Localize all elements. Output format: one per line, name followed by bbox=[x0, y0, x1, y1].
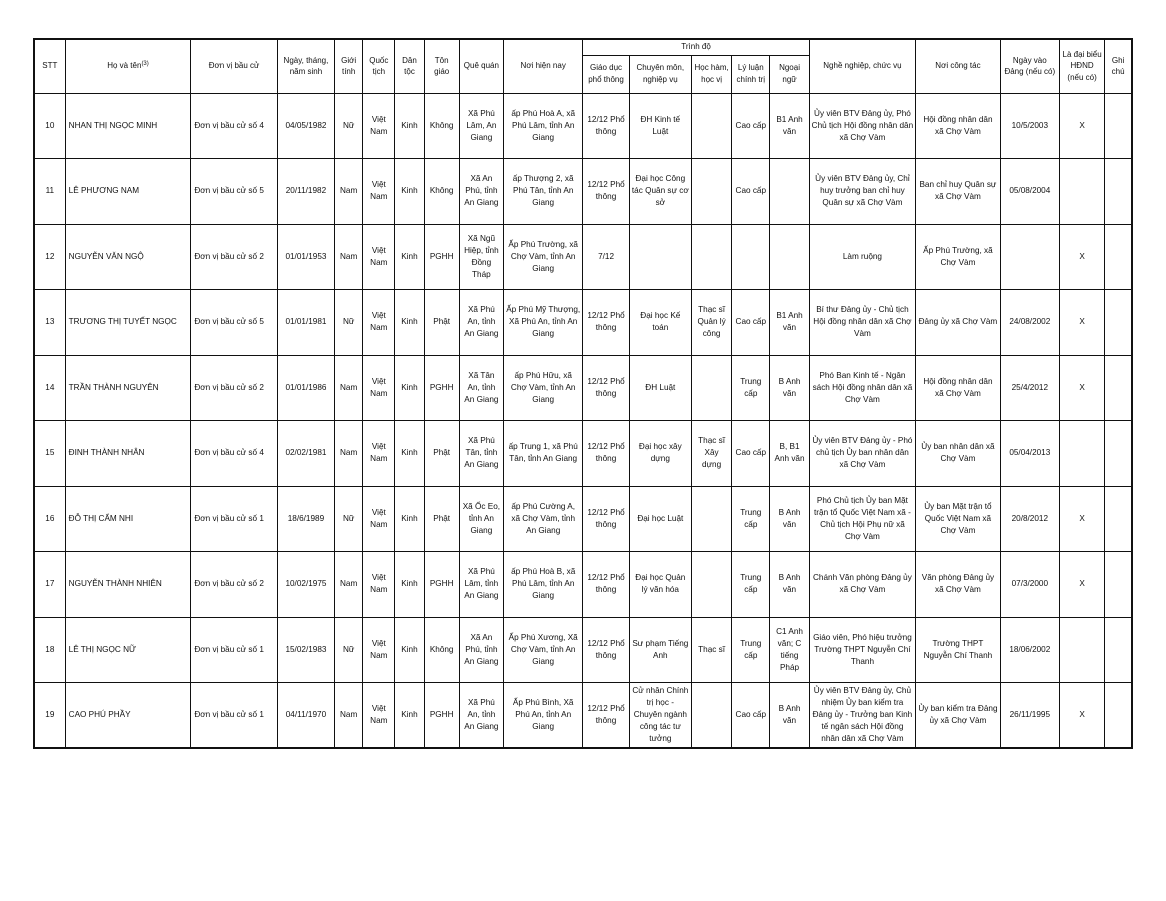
cell-dob: 20/11/1982 bbox=[277, 159, 334, 225]
cell-major: Cử nhân Chính trị học - Chuyên ngành công tác tư tưởng bbox=[629, 683, 691, 749]
header-residence: Nơi hiện nay bbox=[503, 39, 582, 93]
cell-gender: Nam bbox=[335, 159, 363, 225]
cell-residence: Ấp Phú Trường, xã Chợ Vàm, tỉnh An Giang bbox=[503, 224, 582, 290]
cell-council bbox=[1059, 421, 1104, 487]
cell-unit: Đơn vị bầu cử số 2 bbox=[191, 552, 277, 618]
header-dob: Ngày, tháng, năm sinh bbox=[277, 39, 334, 93]
cell-residence: ấp Phú Hữu, xã Chợ Vàm, tỉnh An Giang bbox=[503, 355, 582, 421]
cell-note bbox=[1105, 617, 1132, 683]
cell-nationality: Việt Nam bbox=[363, 93, 395, 159]
cell-gender: Nữ bbox=[335, 617, 363, 683]
cell-note bbox=[1105, 355, 1132, 421]
table-row bbox=[34, 355, 1132, 421]
cell-name: LÊ PHƯƠNG NAM bbox=[65, 159, 191, 225]
cell-gender: Nam bbox=[335, 421, 363, 487]
cell-general-edu: 12/12 Phổ thông bbox=[583, 93, 629, 159]
cell-workplace: Trường THPT Nguyễn Chí Thanh bbox=[916, 617, 1000, 683]
table-row bbox=[34, 290, 1132, 356]
cell-ethnicity: Kinh bbox=[395, 355, 424, 421]
cell-language: B Anh văn bbox=[770, 486, 809, 552]
cell-ethnicity: Kinh bbox=[395, 552, 424, 618]
cell-dob: 18/6/1989 bbox=[277, 486, 334, 552]
cell-degree: Thạc sĩ Xây dựng bbox=[691, 421, 731, 487]
cell-workplace: Ủy ban nhân dân xã Chợ Vàm bbox=[916, 421, 1000, 487]
cell-religion: Phật bbox=[424, 421, 459, 487]
cell-workplace: Ban chỉ huy Quân sự xã Chợ Vàm bbox=[916, 159, 1000, 225]
header-stt: STT bbox=[34, 39, 65, 93]
cell-council bbox=[1059, 159, 1104, 225]
cell-degree bbox=[691, 159, 731, 225]
cell-stt: 16 bbox=[34, 486, 65, 552]
cell-unit: Đơn vị bầu cử số 4 bbox=[191, 421, 277, 487]
cell-stt: 11 bbox=[34, 159, 65, 225]
cell-dob: 02/02/1981 bbox=[277, 421, 334, 487]
cell-politics: Trung cấp bbox=[732, 355, 770, 421]
cell-general-edu: 12/12 Phổ thông bbox=[583, 552, 629, 618]
cell-major: Đại học xây dựng bbox=[629, 421, 691, 487]
cell-occupation: Phó Chủ tịch Ủy ban Mặt trận tổ Quốc Việt Nam xã - Chủ tịch Hội Phụ nữ xã Chợ Vàm bbox=[809, 486, 916, 552]
cell-nationality: Việt Nam bbox=[363, 552, 395, 618]
cell-degree bbox=[691, 683, 731, 749]
cell-politics: Cao cấp bbox=[732, 159, 770, 225]
cell-occupation: Chánh Văn phòng Đảng ủy xã Chợ Vàm bbox=[809, 552, 916, 618]
cell-gender: Nữ bbox=[335, 486, 363, 552]
cell-note bbox=[1105, 224, 1132, 290]
table-row bbox=[34, 224, 1132, 290]
cell-unit: Đơn vị bầu cử số 5 bbox=[191, 290, 277, 356]
cell-politics: Cao cấp bbox=[732, 93, 770, 159]
cell-hometown: Xã Phú An, tỉnh An Giang bbox=[459, 683, 503, 749]
cell-general-edu: 12/12 Phổ thông bbox=[583, 159, 629, 225]
cell-hometown: Xã Tân An, tỉnh An Giang bbox=[459, 355, 503, 421]
header-politics: Lý luận chính trị bbox=[732, 55, 770, 93]
cell-religion: PGHH bbox=[424, 355, 459, 421]
cell-name: TRƯƠNG THỊ TUYẾT NGỌC bbox=[65, 290, 191, 356]
cell-ethnicity: Kinh bbox=[395, 224, 424, 290]
cell-occupation: Giáo viên, Phó hiệu trưởng Trường THPT Nguyễn Chí Thanh bbox=[809, 617, 916, 683]
cell-council: X bbox=[1059, 683, 1104, 749]
table-row bbox=[34, 159, 1132, 225]
cell-dob: 01/01/1986 bbox=[277, 355, 334, 421]
cell-residence: Ấp Phú Bình, Xã Phú An, tỉnh An Giang bbox=[503, 683, 582, 749]
cell-stt: 10 bbox=[34, 93, 65, 159]
cell-religion: Phật bbox=[424, 290, 459, 356]
cell-religion: Không bbox=[424, 159, 459, 225]
cell-politics: Trung cấp bbox=[732, 486, 770, 552]
header-note: Ghi chú bbox=[1105, 39, 1132, 93]
cell-ethnicity: Kinh bbox=[395, 93, 424, 159]
cell-unit: Đơn vị bầu cử số 1 bbox=[191, 617, 277, 683]
cell-stt: 15 bbox=[34, 421, 65, 487]
cell-hometown: Xã Phú Lâm, An Giang bbox=[459, 93, 503, 159]
cell-major bbox=[629, 224, 691, 290]
cell-language bbox=[770, 159, 809, 225]
cell-hometown: Xã Phú Tân, tỉnh An Giang bbox=[459, 421, 503, 487]
cell-residence: ấp Phú Cường A, xã Chợ Vàm, tỉnh An Giang bbox=[503, 486, 582, 552]
cell-name: ĐỖ THỊ CẨM NHI bbox=[65, 486, 191, 552]
cell-unit: Đơn vị bầu cử số 2 bbox=[191, 224, 277, 290]
cell-politics: Cao cấp bbox=[732, 421, 770, 487]
cell-gender: Nữ bbox=[335, 93, 363, 159]
cell-gender: Nam bbox=[335, 683, 363, 749]
cell-party-date bbox=[1000, 224, 1059, 290]
cell-council: X bbox=[1059, 486, 1104, 552]
header-hometown: Quê quán bbox=[459, 39, 503, 93]
table-row bbox=[34, 421, 1132, 487]
cell-nationality: Việt Nam bbox=[363, 486, 395, 552]
cell-major: Đại học Luật bbox=[629, 486, 691, 552]
cell-residence: ấp Phú Hoà B, xã Phú Lâm, tỉnh An Giang bbox=[503, 552, 582, 618]
cell-degree bbox=[691, 355, 731, 421]
cell-workplace: Hội đồng nhân dân xã Chợ Vàm bbox=[916, 93, 1000, 159]
cell-language: B, B1 Anh văn bbox=[770, 421, 809, 487]
cell-language: B1 Anh văn bbox=[770, 93, 809, 159]
cell-stt: 19 bbox=[34, 683, 65, 749]
cell-major: Sư phạm Tiếng Anh bbox=[629, 617, 691, 683]
table-row bbox=[34, 683, 1132, 749]
cell-ethnicity: Kinh bbox=[395, 617, 424, 683]
cell-religion: Không bbox=[424, 617, 459, 683]
header-education-group: Trình độ bbox=[583, 39, 809, 55]
cell-name: NGUYỄN THÀNH NHIÊN bbox=[65, 552, 191, 618]
cell-ethnicity: Kinh bbox=[395, 421, 424, 487]
cell-nationality: Việt Nam bbox=[363, 290, 395, 356]
cell-occupation: Phó Ban Kinh tế - Ngân sách Hội đồng nhân dân xã Chợ Vàm bbox=[809, 355, 916, 421]
cell-workplace: Đảng ủy xã Chợ Vàm bbox=[916, 290, 1000, 356]
cell-language: C1 Anh văn; C tiếng Pháp bbox=[770, 617, 809, 683]
cell-ethnicity: Kinh bbox=[395, 683, 424, 749]
table-body bbox=[34, 93, 1132, 748]
table-row bbox=[34, 617, 1132, 683]
cell-hometown: Xã Ốc Eo, tỉnh An Giang bbox=[459, 486, 503, 552]
header-occupation: Nghề nghiệp, chức vụ bbox=[809, 39, 916, 93]
cell-party-date: 10/5/2003 bbox=[1000, 93, 1059, 159]
cell-general-edu: 12/12 Phổ thông bbox=[583, 421, 629, 487]
cell-major: Đại học Kế toán bbox=[629, 290, 691, 356]
table-row bbox=[34, 486, 1132, 552]
header-council: Là đại biểu HĐND (nếu có) bbox=[1059, 39, 1104, 93]
cell-stt: 17 bbox=[34, 552, 65, 618]
cell-dob: 01/01/1953 bbox=[277, 224, 334, 290]
cell-nationality: Việt Nam bbox=[363, 617, 395, 683]
cell-hometown: Xã Ngũ Hiệp, tỉnh Đồng Tháp bbox=[459, 224, 503, 290]
cell-major: Đại học Công tác Quân sự cơ sở bbox=[629, 159, 691, 225]
cell-unit: Đơn vị bầu cử số 1 bbox=[191, 486, 277, 552]
cell-party-date: 24/08/2002 bbox=[1000, 290, 1059, 356]
cell-stt: 13 bbox=[34, 290, 65, 356]
cell-degree bbox=[691, 552, 731, 618]
header-general-edu: Giáo dục phổ thông bbox=[583, 55, 629, 93]
cell-note bbox=[1105, 421, 1132, 487]
cell-politics bbox=[732, 224, 770, 290]
cell-residence: ấp Phú Hoà A, xã Phú Lâm, tỉnh An Giang bbox=[503, 93, 582, 159]
cell-note bbox=[1105, 93, 1132, 159]
cell-note bbox=[1105, 290, 1132, 356]
cell-workplace: Ủy ban Mặt trận tổ Quốc Việt Nam xã Chợ Vàm bbox=[916, 486, 1000, 552]
cell-religion: PGHH bbox=[424, 683, 459, 749]
cell-residence: ấp Thượng 2, xã Phú Tân, tỉnh An Giang bbox=[503, 159, 582, 225]
cell-name: TRẦN THÀNH NGUYÊN bbox=[65, 355, 191, 421]
cell-gender: Nữ bbox=[335, 290, 363, 356]
cell-occupation: Ủy viên BTV Đảng ủy - Phó chủ tịch Ủy ban nhân dân xã Chợ Vàm bbox=[809, 421, 916, 487]
header-religion: Tôn giáo bbox=[424, 39, 459, 93]
cell-unit: Đơn vị bầu cử số 1 bbox=[191, 683, 277, 749]
cell-name: CAO PHÚ PHẦY bbox=[65, 683, 191, 749]
header-unit: Đơn vị bầu cử bbox=[191, 39, 277, 93]
table-row bbox=[34, 93, 1132, 159]
cell-party-date: 05/08/2004 bbox=[1000, 159, 1059, 225]
cell-religion: PGHH bbox=[424, 224, 459, 290]
cell-hometown: Xã An Phú, tỉnh An Giang bbox=[459, 159, 503, 225]
cell-religion: PGHH bbox=[424, 552, 459, 618]
cell-politics: Trung cấp bbox=[732, 552, 770, 618]
cell-degree bbox=[691, 224, 731, 290]
cell-general-edu: 7/12 bbox=[583, 224, 629, 290]
cell-hometown: Xã An Phú, tỉnh An Giang bbox=[459, 617, 503, 683]
table-header bbox=[34, 39, 1132, 93]
cell-name: NHAN THỊ NGỌC MINH bbox=[65, 93, 191, 159]
header-gender: Giới tính bbox=[335, 39, 363, 93]
cell-council bbox=[1059, 617, 1104, 683]
cell-occupation: Làm ruộng bbox=[809, 224, 916, 290]
cell-stt: 14 bbox=[34, 355, 65, 421]
cell-dob: 10/02/1975 bbox=[277, 552, 334, 618]
cell-language: B Anh văn bbox=[770, 552, 809, 618]
cell-nationality: Việt Nam bbox=[363, 683, 395, 749]
cell-unit: Đơn vị bầu cử số 2 bbox=[191, 355, 277, 421]
cell-language bbox=[770, 224, 809, 290]
header-workplace: Nơi công tác bbox=[916, 39, 1000, 93]
cell-name: LÊ THỊ NGỌC NỮ bbox=[65, 617, 191, 683]
header-name-label: Họ và tên bbox=[107, 61, 142, 71]
cell-general-edu: 12/12 Phổ thông bbox=[583, 617, 629, 683]
cell-unit: Đơn vị bầu cử số 5 bbox=[191, 159, 277, 225]
cell-politics: Cao cấp bbox=[732, 290, 770, 356]
header-nationality: Quốc tịch bbox=[363, 39, 395, 93]
header-name-footnote: (3) bbox=[141, 61, 149, 68]
cell-language: B Anh văn bbox=[770, 355, 809, 421]
cell-gender: Nam bbox=[335, 552, 363, 618]
cell-stt: 18 bbox=[34, 617, 65, 683]
header-degree: Học hàm, học vị bbox=[691, 55, 731, 93]
cell-dob: 01/01/1981 bbox=[277, 290, 334, 356]
header-name bbox=[65, 39, 191, 93]
cell-hometown: Xã Phú Lâm, tỉnh An Giang bbox=[459, 552, 503, 618]
cell-nationality: Việt Nam bbox=[363, 224, 395, 290]
cell-council: X bbox=[1059, 290, 1104, 356]
cell-workplace: Ủy ban kiểm tra Đảng ủy xã Chợ Vàm bbox=[916, 683, 1000, 749]
cell-degree: Thạc sĩ bbox=[691, 617, 731, 683]
cell-degree bbox=[691, 486, 731, 552]
cell-ethnicity: Kinh bbox=[395, 159, 424, 225]
cell-name: NGUYỄN VĂN NGỘ bbox=[65, 224, 191, 290]
cell-stt: 12 bbox=[34, 224, 65, 290]
cell-major: Đại học Quản lý văn hóa bbox=[629, 552, 691, 618]
cell-workplace: Hội đồng nhân dân xã Chợ Vàm bbox=[916, 355, 1000, 421]
cell-note bbox=[1105, 552, 1132, 618]
cell-language: B Anh văn bbox=[770, 683, 809, 749]
cell-dob: 04/05/1982 bbox=[277, 93, 334, 159]
header-language: Ngoại ngữ bbox=[770, 55, 809, 93]
cell-workplace: Ấp Phú Trường, xã Chợ Vàm bbox=[916, 224, 1000, 290]
cell-degree: Thạc sĩ Quản lý công bbox=[691, 290, 731, 356]
cell-occupation: Ủy viên BTV Đảng ủy, Chủ nhiệm Ủy ban kiểm tra Đảng ủy - Trưởng ban Kinh tế ngân sách Hội đồng nhân dân xã Chợ Vàm bbox=[809, 683, 916, 749]
cell-council: X bbox=[1059, 93, 1104, 159]
cell-major: ĐH Kinh tế Luật bbox=[629, 93, 691, 159]
cell-note bbox=[1105, 683, 1132, 749]
cell-gender: Nam bbox=[335, 224, 363, 290]
cell-workplace: Văn phòng Đảng ủy xã Chợ Vàm bbox=[916, 552, 1000, 618]
header-major: Chuyên môn, nghiệp vụ bbox=[629, 55, 691, 93]
cell-degree bbox=[691, 93, 731, 159]
cell-nationality: Việt Nam bbox=[363, 159, 395, 225]
cell-party-date: 18/06/2002 bbox=[1000, 617, 1059, 683]
cell-religion: Không bbox=[424, 93, 459, 159]
cell-note bbox=[1105, 159, 1132, 225]
cell-nationality: Việt Nam bbox=[363, 421, 395, 487]
cell-residence: ấp Trung 1, xã Phú Tân, tỉnh An Giang bbox=[503, 421, 582, 487]
table-row bbox=[34, 552, 1132, 618]
cell-party-date: 05/04/2013 bbox=[1000, 421, 1059, 487]
cell-dob: 15/02/1983 bbox=[277, 617, 334, 683]
cell-council: X bbox=[1059, 224, 1104, 290]
header-ethnicity: Dân tộc bbox=[395, 39, 424, 93]
cell-party-date: 07/3/2000 bbox=[1000, 552, 1059, 618]
cell-nationality: Việt Nam bbox=[363, 355, 395, 421]
cell-unit: Đơn vị bầu cử số 4 bbox=[191, 93, 277, 159]
cell-residence: Ấp Phú Xương, Xã Chợ Vàm, tỉnh An Giang bbox=[503, 617, 582, 683]
cell-occupation: Ủy viên BTV Đảng ủy, Phó Chủ tịch Hội đồng nhân dân xã Chợ Vàm bbox=[809, 93, 916, 159]
cell-major: ĐH Luật bbox=[629, 355, 691, 421]
cell-occupation: Bí thư Đảng ủy - Chủ tịch Hội đồng nhân dân xã Chợ Vàm bbox=[809, 290, 916, 356]
cell-language: B1 Anh văn bbox=[770, 290, 809, 356]
cell-council: X bbox=[1059, 552, 1104, 618]
cell-ethnicity: Kinh bbox=[395, 486, 424, 552]
cell-gender: Nam bbox=[335, 355, 363, 421]
cell-name: ĐINH THÀNH NHÂN bbox=[65, 421, 191, 487]
cell-general-edu: 12/12 Phổ thông bbox=[583, 355, 629, 421]
cell-general-edu: 12/12 Phổ thông bbox=[583, 290, 629, 356]
cell-party-date: 25/4/2012 bbox=[1000, 355, 1059, 421]
cell-ethnicity: Kinh bbox=[395, 290, 424, 356]
cell-general-edu: 12/12 Phổ thông bbox=[583, 683, 629, 749]
cell-politics: Cao cấp bbox=[732, 683, 770, 749]
cell-party-date: 20/8/2012 bbox=[1000, 486, 1059, 552]
cell-council: X bbox=[1059, 355, 1104, 421]
cell-note bbox=[1105, 486, 1132, 552]
cell-general-edu: 12/12 Phổ thông bbox=[583, 486, 629, 552]
cell-religion: Phật bbox=[424, 486, 459, 552]
candidate-table bbox=[33, 38, 1133, 749]
cell-politics: Trung cấp bbox=[732, 617, 770, 683]
cell-hometown: Xã Phú An, tỉnh An Giang bbox=[459, 290, 503, 356]
cell-party-date: 26/11/1995 bbox=[1000, 683, 1059, 749]
cell-residence: Ấp Phú Mỹ Thượng, Xã Phú An, tỉnh An Giang bbox=[503, 290, 582, 356]
header-party-date: Ngày vào Đảng (nếu có) bbox=[1000, 39, 1059, 93]
cell-dob: 04/11/1970 bbox=[277, 683, 334, 749]
candidate-list-sheet bbox=[33, 38, 1133, 749]
cell-occupation: Ủy viên BTV Đảng ủy, Chỉ huy trưởng ban chỉ huy Quân sự xã Chợ Vàm bbox=[809, 159, 916, 225]
